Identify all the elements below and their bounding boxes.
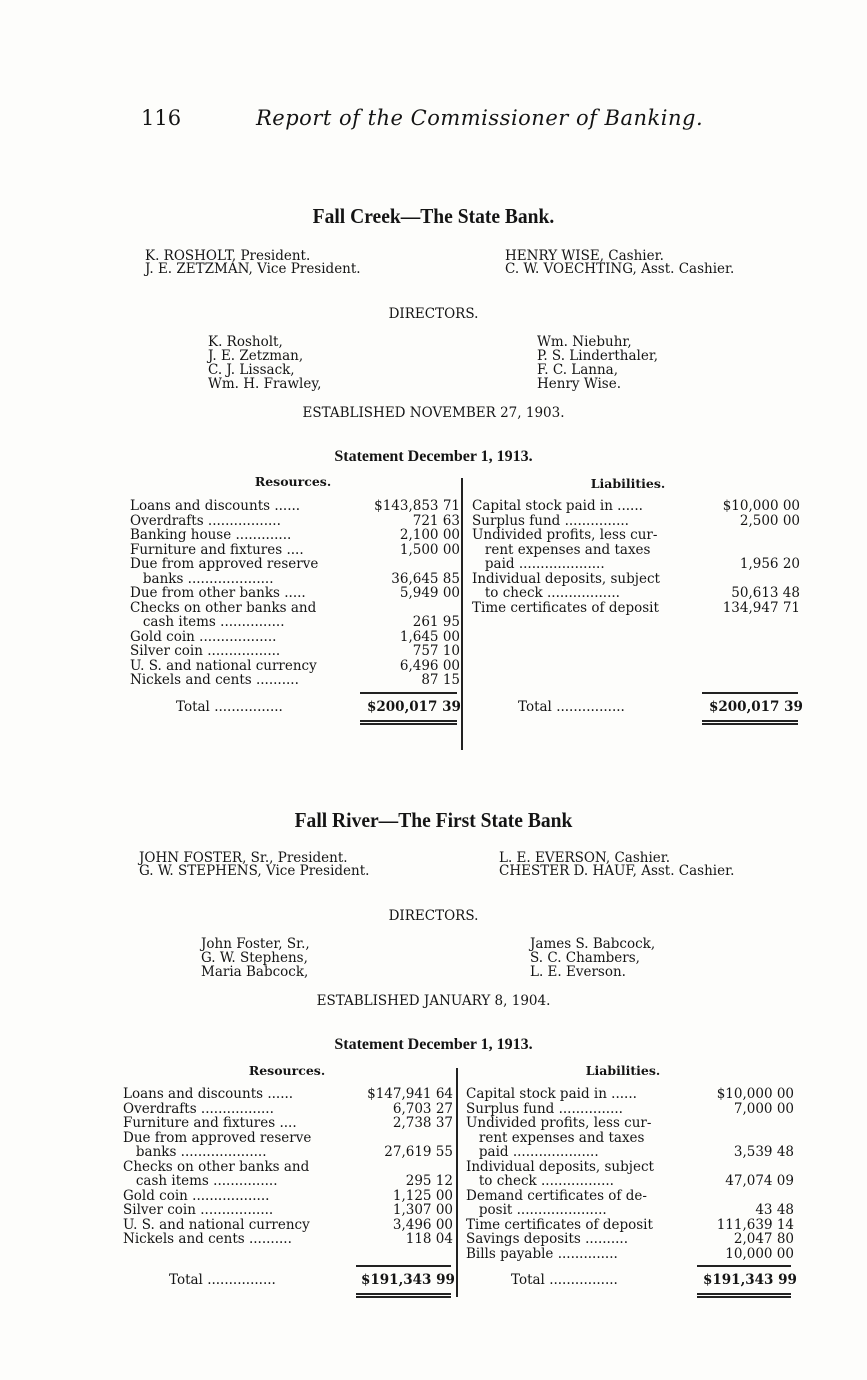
ledger-item: Savings deposits .......... (466, 1232, 628, 1247)
directors-heading: DIRECTORS. (388, 306, 479, 322)
ledger-amount: 2,047 80 (733, 1231, 794, 1247)
ledger-row (123, 1102, 453, 1117)
ledger-row (466, 1131, 794, 1146)
directors-left (201, 937, 310, 979)
total-label: Total (169, 1272, 203, 1288)
ledger-amount: 6,496 00 (399, 657, 460, 674)
ledger-row (466, 1218, 794, 1233)
directors-left (208, 335, 321, 391)
ledger-item: Loans and discounts ...... (123, 1087, 294, 1102)
director: F. C. Lanna, (537, 362, 619, 378)
directors-heading: DIRECTORS. (388, 908, 479, 924)
resources-total (361, 1272, 455, 1288)
ledger-item: Gold coin .................. (130, 629, 277, 644)
ledger-amount: 7,000 00 (733, 1100, 794, 1117)
director: James S. Babcock, (530, 936, 656, 952)
ledger-item: Due from other banks ..... (130, 586, 306, 601)
resources-heading: Resources. (248, 1063, 326, 1078)
ledger-item: Gold coin .................. (123, 1188, 270, 1203)
ledger-row (130, 528, 460, 543)
ledger-row (130, 586, 460, 601)
ledger-item: Silver coin ................. (130, 644, 281, 659)
officer: K. ROSHOLT, President. (145, 248, 311, 264)
rule (360, 692, 457, 694)
resources-heading: Resources. (254, 474, 332, 489)
ledger-item: Furniture and fixtures .... (123, 1116, 297, 1131)
officers-left (139, 852, 369, 878)
ledger-row (123, 1232, 453, 1247)
director: Wm. Niebuhr, (537, 334, 632, 350)
directors-right (537, 335, 658, 391)
ledger-row (466, 1145, 794, 1160)
rule (702, 692, 798, 694)
ledger-row (472, 557, 800, 572)
liabilities-total-row (518, 699, 625, 715)
officer: L. E. EVERSON, Cashier. (499, 850, 671, 866)
statement-heading: Statement December 1, 1913. (334, 1036, 533, 1053)
ledger-amount (358, 1131, 453, 1146)
ledger-item: Individual deposits, subject (472, 571, 660, 586)
ledger-amount: $147,941 64 (367, 1086, 453, 1102)
ledger-item: Due from approved reserve (123, 1130, 312, 1145)
ledger-item: Checks on other banks and (123, 1159, 310, 1174)
ledger-amount: 50,613 48 (731, 585, 800, 601)
ledger-amount: 36,645 85 (391, 570, 460, 587)
total-dots: ................ (207, 1272, 276, 1288)
officers-right (505, 250, 734, 276)
ledger-item: Demand certificates of de- (466, 1188, 647, 1203)
ledger-row (472, 514, 800, 529)
ledger-amount: 111,639 14 (716, 1216, 794, 1233)
officer: J. E. ZETZMAN, Vice President. (145, 261, 361, 277)
ledger-row (130, 630, 460, 645)
ledger-amount: 5,949 00 (399, 585, 460, 601)
double-rule (360, 720, 457, 725)
ledger-row (123, 1087, 453, 1102)
liabilities-table (472, 499, 800, 615)
ledger-row (130, 543, 460, 558)
liabilities-heading: Liabilities. (590, 476, 666, 491)
ledger-item: Loans and discounts ...... (130, 499, 301, 514)
director: L. E. Everson. (530, 964, 626, 980)
ledger-amount: 27,619 55 (384, 1144, 453, 1160)
officer: G. W. STEPHENS, Vice President. (139, 863, 370, 879)
ledger-amount (707, 543, 800, 558)
officer: JOHN FOSTER, Sr., President. (139, 850, 348, 866)
rule (697, 1265, 791, 1267)
ledger-item: Surplus fund ............... (466, 1101, 623, 1116)
page-number: 116 (141, 106, 182, 130)
ledger-item: cash items ............... (130, 615, 285, 630)
ledger-item: U. S. and national currency (123, 1217, 310, 1232)
ledger-item: Individual deposits, subject (466, 1159, 654, 1174)
bank-title: Fall River—The First State Bank (294, 808, 573, 832)
ledger-item: Time certificates of deposit (466, 1217, 653, 1232)
ledger-item: Banking house ............. (130, 528, 292, 543)
ledger-amount: 43 48 (755, 1202, 794, 1218)
liabilities-total (709, 699, 803, 715)
total-amount: $200,017 39 (709, 699, 803, 715)
ledger-amount: 87 15 (421, 672, 460, 688)
total-dots: ................ (549, 1272, 618, 1288)
ledger-item: paid .................... (466, 1145, 599, 1160)
liabilities-rows (472, 499, 800, 615)
ledger-row (130, 514, 460, 529)
ledger-row (123, 1145, 453, 1160)
ledger-item: Undivided profits, less cur- (472, 528, 658, 543)
ledger-item: paid .................... (472, 557, 605, 572)
established-line: ESTABLISHED NOVEMBER 27, 1903. (302, 405, 565, 421)
director: Wm. H. Frawley, (208, 376, 322, 392)
director: G. W. Stephens, (201, 950, 308, 966)
ledger-item: U. S. and national currency (130, 658, 317, 673)
statement-heading: Statement December 1, 1913. (334, 448, 533, 465)
ledger-amount: 3,496 00 (392, 1216, 453, 1233)
ledger-amount (358, 1160, 453, 1175)
column-divider (461, 478, 463, 750)
liabilities-table (466, 1087, 794, 1261)
ledger-item: Capital stock paid in ...... (466, 1087, 637, 1102)
ledger-row (123, 1203, 453, 1218)
liabilities-total-row (511, 1272, 618, 1288)
ledger-row (123, 1189, 453, 1204)
double-rule (356, 1293, 451, 1298)
directors-right (530, 937, 655, 979)
ledger-row (466, 1203, 794, 1218)
director: Henry Wise. (537, 376, 621, 392)
total-dots: ................ (556, 699, 625, 715)
ledger-amount: 1,307 00 (392, 1202, 453, 1218)
ledger-row (472, 572, 800, 587)
ledger-row (466, 1232, 794, 1247)
ledger-item: Nickels and cents .......... (130, 673, 299, 688)
ledger-amount: 261 95 (412, 614, 460, 630)
ledger-row (130, 572, 460, 587)
ledger-amount (707, 572, 800, 587)
total-amount: $191,343 99 (703, 1272, 797, 1288)
director: C. J. Lissack, (208, 362, 295, 378)
column-divider (456, 1068, 458, 1297)
ledger-row (466, 1087, 794, 1102)
ledger-amount: 47,074 09 (725, 1173, 794, 1189)
ledger-row (130, 601, 460, 616)
ledger-amount: 1,956 20 (739, 556, 800, 572)
ledger-amount: 2,738 37 (392, 1115, 453, 1131)
liabilities-heading: Liabilities. (585, 1063, 661, 1078)
ledger-item: to check ................. (472, 586, 620, 601)
officers-left (145, 250, 361, 276)
liabilities-total (703, 1272, 797, 1288)
established-line: ESTABLISHED JANUARY 8, 1904. (316, 993, 551, 1009)
bank-title: Fall Creek—The State Bank. (312, 204, 555, 228)
ledger-row (472, 601, 800, 616)
ledger-item: Undivided profits, less cur- (466, 1116, 652, 1131)
ledger-amount (707, 528, 800, 543)
total-label: Total (176, 699, 210, 715)
ledger-item: rent expenses and taxes (466, 1130, 645, 1145)
total-amount: $200,017 39 (367, 699, 461, 715)
ledger-row (472, 543, 800, 558)
ledger-amount: 1,645 00 (399, 628, 460, 645)
ledger-row (130, 673, 460, 688)
ledger-item: Silver coin ................. (123, 1203, 274, 1218)
running-title: Report of the Commissioner of Banking. (256, 106, 704, 130)
ledger-row (130, 557, 460, 572)
resources-total-row (176, 699, 283, 715)
ledger-row (123, 1160, 453, 1175)
ledger-item: to check ................. (466, 1174, 614, 1189)
ledger-amount: 134,947 71 (722, 599, 800, 616)
ledger-item: Furniture and fixtures .... (130, 542, 304, 557)
ledger-amount (701, 1189, 794, 1204)
ledger-amount: 757 10 (412, 643, 460, 659)
officer: C. W. VOECHTING, Asst. Cashier. (505, 261, 735, 277)
ledger-amount (365, 601, 460, 616)
resources-total (367, 699, 461, 715)
ledger-amount: 2,500 00 (739, 512, 800, 529)
ledger-amount: 3,539 48 (733, 1144, 794, 1160)
ledger-amount: 721 63 (412, 512, 460, 529)
ledger-row (466, 1247, 794, 1262)
ledger-amount: $10,000 00 (716, 1086, 794, 1102)
ledger-row (472, 528, 800, 543)
ledger-amount: 295 12 (405, 1173, 453, 1189)
ledger-row (123, 1131, 453, 1146)
double-rule (697, 1293, 791, 1298)
total-label: Total (518, 699, 552, 715)
ledger-item: Capital stock paid in ...... (472, 499, 643, 514)
ledger-row (123, 1174, 453, 1189)
ledger-item: Bills payable .............. (466, 1246, 618, 1261)
director: John Foster, Sr., (201, 936, 310, 952)
ledger-amount: 1,125 00 (392, 1187, 453, 1204)
ledger-amount (701, 1116, 794, 1131)
resources-table (130, 499, 460, 688)
double-rule (702, 720, 798, 725)
officer: CHESTER D. HAUF, Asst. Cashier. (499, 863, 735, 879)
ledger-row (472, 499, 800, 514)
rule (356, 1265, 451, 1267)
ledger-row (466, 1116, 794, 1131)
ledger-row (472, 586, 800, 601)
resources-table (123, 1087, 453, 1247)
ledger-item: Surplus fund ............... (472, 513, 629, 528)
ledger-row (130, 615, 460, 630)
ledger-row (466, 1189, 794, 1204)
ledger-amount (365, 557, 460, 572)
ledger-amount: 2,100 00 (399, 527, 460, 543)
ledger-amount: $10,000 00 (722, 498, 800, 514)
ledger-row (466, 1102, 794, 1117)
director: S. C. Chambers, (530, 950, 640, 966)
ledger-row (466, 1160, 794, 1175)
ledger-amount (701, 1160, 794, 1175)
officers-right (499, 852, 734, 878)
total-label: Total (511, 1272, 545, 1288)
ledger-item: Time certificates of deposit (472, 600, 659, 615)
ledger-item: posit ..................... (466, 1203, 607, 1218)
ledger-item: banks .................... (123, 1145, 267, 1160)
ledger-row (130, 644, 460, 659)
ledger-item: Overdrafts ................. (123, 1101, 274, 1116)
ledger-item: Due from approved reserve (130, 557, 319, 572)
ledger-amount: 6,703 27 (392, 1100, 453, 1117)
ledger-amount: $143,853 71 (374, 498, 460, 514)
resources-rows (123, 1087, 453, 1247)
ledger-amount: 10,000 00 (725, 1245, 794, 1262)
ledger-row (123, 1218, 453, 1233)
director: J. E. Zetzman, (208, 348, 304, 364)
resources-total-row (169, 1272, 276, 1288)
ledger-item: Nickels and cents .......... (123, 1232, 292, 1247)
ledger-amount: 118 04 (405, 1231, 453, 1247)
liabilities-rows (466, 1087, 794, 1261)
ledger-item: Checks on other banks and (130, 600, 317, 615)
ledger-amount: 1,500 00 (399, 541, 460, 558)
ledger-amount (701, 1131, 794, 1146)
ledger-item: cash items ............... (123, 1174, 278, 1189)
director: Maria Babcock, (201, 964, 309, 980)
ledger-item: rent expenses and taxes (472, 542, 651, 557)
ledger-row (130, 659, 460, 674)
director: P. S. Linderthaler, (537, 348, 659, 364)
total-dots: ................ (214, 699, 283, 715)
ledger-item: banks .................... (130, 571, 274, 586)
ledger-row (466, 1174, 794, 1189)
director: K. Rosholt, (208, 334, 283, 350)
officer: HENRY WISE, Cashier. (505, 248, 664, 264)
total-amount: $191,343 99 (361, 1272, 455, 1288)
ledger-row (130, 499, 460, 514)
ledger-row (123, 1116, 453, 1131)
resources-rows (130, 499, 460, 688)
ledger-item: Overdrafts ................. (130, 513, 281, 528)
